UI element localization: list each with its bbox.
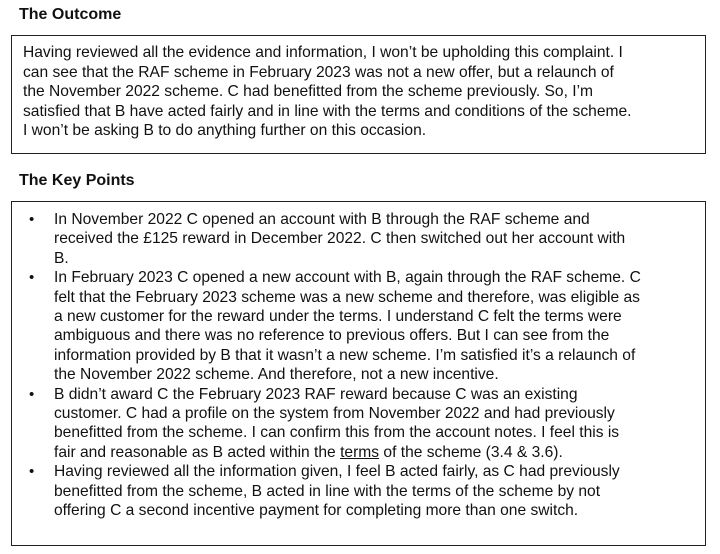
- key-point-line: ambiguous and there was no reference to previous offers. But I can see from the: [54, 327, 610, 345]
- key-point-line: benefitted from the scheme, B acted in line with the terms of the scheme by not: [54, 482, 601, 500]
- key-point-text: fair and reasonable as B acted within the: [54, 443, 341, 461]
- outcome-box: [11, 35, 706, 154]
- key-point-line: B didn’t award C the February 2023 RAF reward because C was an existing: [54, 385, 578, 403]
- key-point-line: a new customer for the reward under the terms. I understand C felt the terms were: [54, 308, 622, 326]
- key-point-line: [54, 443, 693, 462]
- key-point-line: B.: [54, 249, 69, 267]
- key-point-item: [22, 462, 693, 520]
- outcome-line: the November 2022 scheme. C had benefitted from the scheme previously. So, I’m: [23, 83, 594, 100]
- bullet-icon: •: [29, 463, 35, 481]
- key-point-line: the November 2022 scheme. And therefore, not a new incentive.: [54, 366, 499, 384]
- bullet-icon: •: [29, 211, 35, 228]
- bullet-icon: •: [29, 385, 35, 403]
- key-point-line: benefitted from the scheme. I can confirm this from the account notes. I feel this is: [54, 424, 620, 442]
- outcome-line: I won’t be asking B to do anything further on this occasion.: [23, 122, 427, 139]
- outcome-paragraph: [23, 43, 693, 141]
- outcome-line: satisfied that B have acted fairly and in line with the terms and conditions of the scheme.: [23, 102, 632, 120]
- outcome-line: Having reviewed all the evidence and information, I won’t be upholding this complaint. I: [23, 44, 623, 61]
- key-point-line: In November 2022 C opened an account with B through the RAF scheme and: [54, 211, 590, 228]
- bullet-icon: •: [29, 269, 35, 287]
- key-point-item: [22, 268, 693, 384]
- key-point-item: [22, 210, 693, 268]
- key-point-line: felt that the February 2023 scheme was a new scheme and therefore, was eligible as: [54, 288, 640, 306]
- key-point-line: received the £125 reward in December 2022. C then switched out her account with: [54, 230, 626, 248]
- key-point-line: customer. C had a profile on the system from November 2022 and had previously: [54, 405, 615, 423]
- key-point-text: of the scheme (3.4 & 3.6).: [379, 443, 563, 461]
- terms-link[interactable]: terms: [340, 443, 380, 461]
- key-points-list: [22, 210, 693, 521]
- outcome-heading: The Outcome: [19, 6, 122, 23]
- key-point-line: In February 2023 C opened a new account with B, again through the RAF scheme. C: [54, 269, 641, 287]
- key-points-heading: The Key Points: [19, 172, 135, 189]
- key-point-item: [22, 385, 693, 463]
- key-points-box: [11, 201, 706, 546]
- outcome-line: can see that the RAF scheme in February 2023 was not a new offer, but a relaunch of: [23, 63, 614, 81]
- key-point-line: offering C a second incentive payment for completing more than one switch.: [54, 502, 579, 520]
- key-point-line: information provided by B that it wasn’t a new scheme. I’m satisfied it’s a relaunch of: [54, 346, 636, 364]
- key-point-line: Having reviewed all the information given, I feel B acted fairly, as C had previously: [54, 463, 620, 481]
